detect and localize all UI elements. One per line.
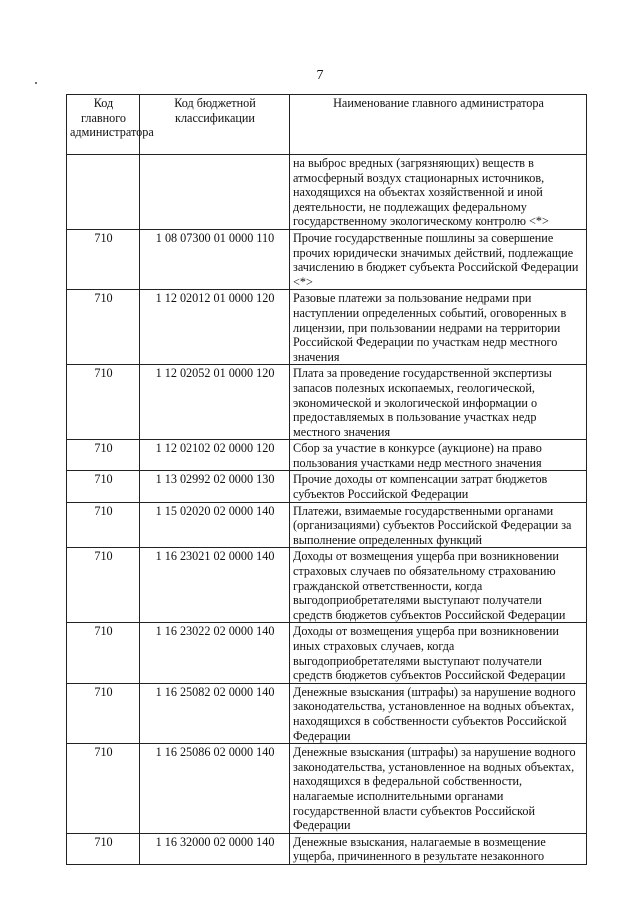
budget-code-cell: 1 12 02102 02 0000 120 (140, 440, 290, 471)
budget-code-cell: 1 16 32000 02 0000 140 (140, 833, 290, 864)
table-row (67, 155, 587, 230)
admin-name-cell: Доходы от возмещения ущерба при возникновении иных страховых случаев, когда выгодоприобретателями выступают получатели средств бюджетов субъектов Российской Федерации (290, 623, 587, 683)
admin-code-cell: 710 (67, 290, 140, 365)
budget-code-cell: 1 16 25086 02 0000 140 (140, 744, 290, 834)
admin-name-cell: Сбор за участие в конкурсе (аукционе) на право пользования участками недр местного значения (290, 440, 587, 471)
admin-name-cell: Доходы от возмещения ущерба при возникновении страховых случаев по обязательному страхованию гражданской ответственности, когда выгодоприобретателями выступают получатели средств бюджетов субъектов Российской Федерации (290, 548, 587, 623)
table-row (67, 833, 587, 864)
table-row (67, 440, 587, 471)
table-row (67, 229, 587, 289)
header-admin-name: Наименование главного администратора (290, 95, 587, 155)
admin-code-cell: 710 (67, 502, 140, 548)
budget-code-cell (140, 155, 290, 230)
admin-code-cell: 710 (67, 548, 140, 623)
admin-name-cell: Денежные взыскания (штрафы) за нарушение водного законодательства, установленное на водных объектах, находящихся в федеральной собственности, налагаемые исполнительными органами государственной власти субъектов Российской Федерации (290, 744, 587, 834)
admin-name-cell: Денежные взыскания, налагаемые в возмещение ущерба, причиненного в результате незаконного (290, 833, 587, 864)
admin-name-cell: Плата за проведение государственной экспертизы запасов полезных ископаемых, геологической, экономической и экологической информации о предоставляемых в пользование участках недр местного значения (290, 365, 587, 440)
budget-code-cell: 1 12 02012 01 0000 120 (140, 290, 290, 365)
admin-code-cell: 710 (67, 744, 140, 834)
admin-code-cell: 710 (67, 440, 140, 471)
admin-name-cell: Прочие государственные пошлины за совершение прочих юридически значимых действий, подлежащие зачислению в бюджет субъекта Российской Федерации <*> (290, 229, 587, 289)
scan-speck (35, 82, 37, 84)
table-row (67, 365, 587, 440)
admin-name-cell: Разовые платежи за пользование недрами при наступлении определенных событий, оговоренных в лицензии, при пользовании недрами на территории Российской Федерации по участкам недр местного значения (290, 290, 587, 365)
budget-classification-table (66, 94, 587, 865)
admin-name-cell: Прочие доходы от компенсации затрат бюджетов субъектов Российской Федерации (290, 471, 587, 502)
admin-name-cell: Денежные взыскания (штрафы) за нарушение водного законодательства, установленное на водных объектах, находящихся в собственности субъектов Российской Федерации (290, 683, 587, 743)
table-row (67, 502, 587, 548)
header-budget-code: Код бюджетной классификации (140, 95, 290, 155)
admin-name-cell: Платежи, взимаемые государственными органами (организациями) субъектов Российской Федерации за выполнение определенных функций (290, 502, 587, 548)
table-row (67, 683, 587, 743)
budget-code-cell: 1 16 23021 02 0000 140 (140, 548, 290, 623)
budget-code-cell: 1 12 02052 01 0000 120 (140, 365, 290, 440)
budget-code-cell: 1 16 23022 02 0000 140 (140, 623, 290, 683)
admin-code-cell: 710 (67, 365, 140, 440)
table-row (67, 623, 587, 683)
budget-code-cell: 1 15 02020 02 0000 140 (140, 502, 290, 548)
admin-code-cell (67, 155, 140, 230)
table-row (67, 548, 587, 623)
budget-code-cell: 1 13 02992 02 0000 130 (140, 471, 290, 502)
admin-code-cell: 710 (67, 623, 140, 683)
table-row (67, 471, 587, 502)
admin-code-cell: 710 (67, 471, 140, 502)
admin-code-cell: 710 (67, 229, 140, 289)
table-row (67, 744, 587, 834)
header-admin-code: Код главного администратора (67, 95, 140, 155)
page-number: 7 (316, 68, 324, 83)
table-header-row (67, 95, 587, 155)
budget-code-cell: 1 16 25082 02 0000 140 (140, 683, 290, 743)
admin-name-cell: на выброс вредных (загрязняющих) веществ в атмосферный воздух стационарных источников, находящихся на объектах хозяйственной и иной деятельности, не подлежащих федеральному государственному экологическому контролю <*> (290, 155, 587, 230)
admin-code-cell: 710 (67, 833, 140, 864)
table-row (67, 290, 587, 365)
budget-code-cell: 1 08 07300 01 0000 110 (140, 229, 290, 289)
admin-code-cell: 710 (67, 683, 140, 743)
